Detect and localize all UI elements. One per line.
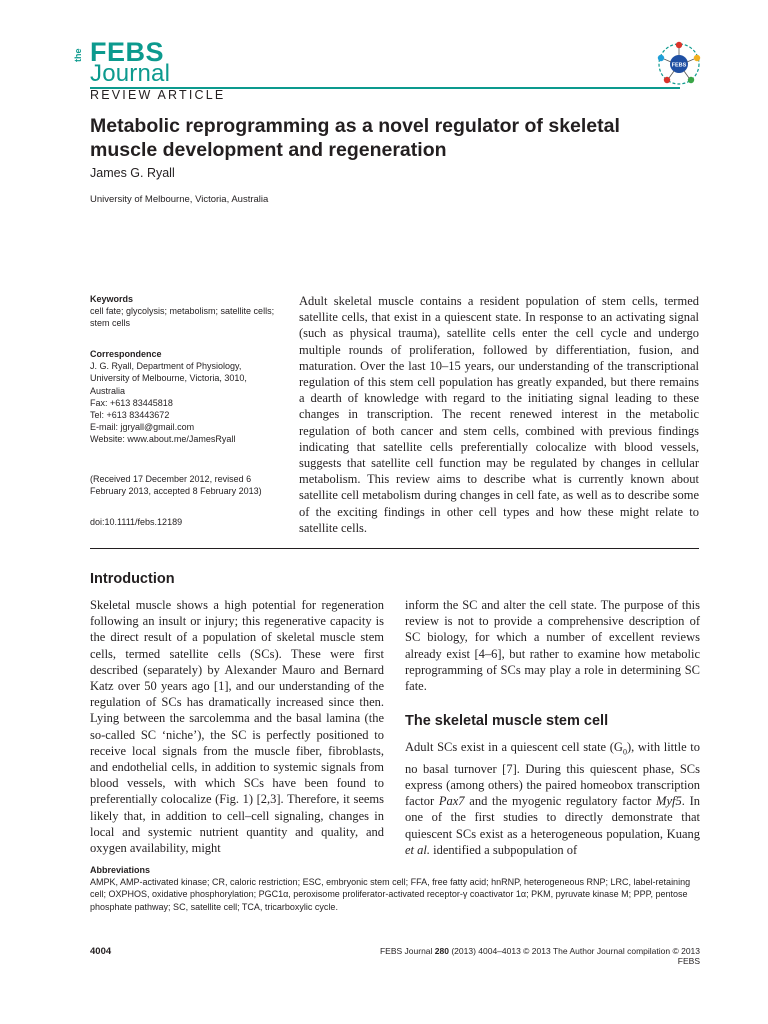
correspondence-heading: Correspondence: [90, 349, 162, 359]
footer-copyright: (2013) 4004–4013 © 2013 The Author Journal compilation © 2013 FEBS: [448, 946, 700, 966]
gene-name-myf5: Myf5: [656, 794, 682, 809]
article-title: Metabolic reprogramming as a novel regulator of skeletal muscle development and regeneration: [90, 115, 620, 161]
section-heading-stem-cell: The skeletal muscle stem cell: [405, 713, 609, 729]
stem-cell-paragraph: [405, 739, 700, 858]
article-type: REVIEW ARTICLE: [90, 88, 226, 102]
text-run: identified a subpopulation of: [430, 842, 578, 857]
affiliation: University of Melbourne, Victoria, Australia: [90, 194, 269, 205]
author: James G. Ryall: [90, 166, 175, 180]
footer-citation: [360, 946, 700, 966]
correspondence-line: University of Melbourne, Victoria, 3010,: [90, 373, 247, 384]
abbreviations-block: [90, 864, 702, 913]
footer-journal: FEBS Journal: [379, 946, 435, 956]
page-number: 4004: [90, 946, 112, 957]
website-link[interactable]: Website: www.about.me/JamesRyall: [90, 434, 236, 445]
emblem-text: FEBS: [671, 62, 687, 69]
et-al: et al.: [405, 842, 430, 857]
received-dates: (Received 17 December 2012, revised 6 February 2013, accepted 8 February 2013): [90, 474, 262, 497]
abstract-divider: [90, 548, 699, 549]
abbreviations-heading: Abbreviations: [90, 865, 151, 875]
correspondence-block: [90, 348, 290, 446]
text-run: ), with little to no basal turnover [7]. During this quiescent phase, SCs express (among others) the paired homeobox transcription factor: [405, 740, 700, 809]
tel-line: Tel: +613 83443672: [90, 410, 170, 421]
fax-line: Fax: +613 83445818: [90, 397, 173, 408]
subscript-zero: 0: [622, 747, 627, 757]
introduction-text: Skeletal muscle shows a high potential for regeneration following an insult or injury; this regenerative capacity is the direct result of a population of skeletal muscle stem cells, termed satellite cells (SCs). These were first described (separately) by Alexander Mauro and Bernard Katz over 50 years ago [1], and our understanding of the regulation of SCs has dramatically increased since then. Lying between the sarcolemma and the basal lamina (the so-called SC ‘niche’), the SC is perfectly positioned to receive local signals from the muscle fiber, fibroblasts, and endothelial cells, in addition to systemic signals from blood vessels, with which SCs have been found to preferentially colocalize (Fig. 1) [2,3]. Therefore, it seems likely that, in addition to cell–cell signaling, changes in local and systemic nutrient quantity and quality, and oxygen availability, might: [90, 598, 384, 856]
abbreviations-text: AMPK, AMP-activated kinase; CR, caloric restriction; ESC, embryonic stem cell; FFA, free fatty acid; hnRNP, heterogeneous RNP; LRC, label-retaining cell; OXPHOS, oxidative phosphorylation; PGC1α, peroxisome proliferator-activated receptor-γ coactivator 1α; PKM, pyruvate kinase M; PPP, pentose phosphate pathway; SC, satellite cell; TCA, tricarboxylic cycle.: [90, 877, 691, 912]
abstract: Adult skeletal muscle contains a resident population of stem cells, termed satellite cells, that exist in a quiescent state. In response to an activating signal (such as physical trauma), satellite cells enter the cell cycle and undergo multiple rounds of proliferation, followed by differentiation, fusion, and maturation. Over the last 10–15 years, our understanding of the transcriptional regulation of this stem cell population has greatly expanded, but there remains a dearth of knowledge with regard to the initiating signal leading to these changes in transcription. The recent renewed interest in the metabolic regulation of both cancer and stem cells, combined with previous findings indicating that satellite cells preferentially colocalize with blood vessels, suggests that satellite cell function may be regulated by changes in cellular metabolism. This review aims to describe what is currently known about satellite cell metabolism during changes in cell fate, as well as to describe some of the exciting findings in other cell types and how these might relate to satellite cells.: [299, 294, 699, 535]
gene-name-pax7: Pax7: [438, 794, 465, 809]
keywords-text: cell fate; glycolysis; metabolism; satellite cells; stem cells: [90, 306, 275, 329]
text-run: . In one of the first studies to directly demonstrate that quiescent SCs exist as a heterogeneous population, Kuang: [405, 794, 700, 841]
doi-link[interactable]: doi:10.1111/febs.12189: [90, 517, 183, 527]
logo-journal: Journal: [90, 60, 171, 87]
text-run: Adult SCs exist in a quiescent cell state (G: [405, 740, 623, 754]
logo-febs: FEBS: [90, 37, 165, 67]
text-run: and the myogenic regulatory factor: [464, 794, 657, 809]
keywords-block: [90, 293, 290, 330]
febs-emblem-logo: [655, 40, 703, 88]
logo-the: the: [73, 48, 83, 62]
correspondence-line: J. G. Ryall, Department of Physiology,: [90, 361, 242, 372]
email-link[interactable]: E-mail: jgryall@gmail.com: [90, 422, 195, 433]
footer-volume: 280: [434, 946, 449, 956]
introduction-continued-text: inform the SC and alter the cell state. The purpose of this review is not to provide a comprehensive description of SC biology, for which a number of excellent reviews already exist [4–6], but rather to examine how metabolic reprogramming of SCs may play a role in determining SC fate.: [405, 598, 700, 694]
keywords-heading: Keywords: [90, 294, 134, 304]
correspondence-line: Australia: [90, 385, 126, 396]
introduction-heading: Introduction: [90, 571, 175, 587]
